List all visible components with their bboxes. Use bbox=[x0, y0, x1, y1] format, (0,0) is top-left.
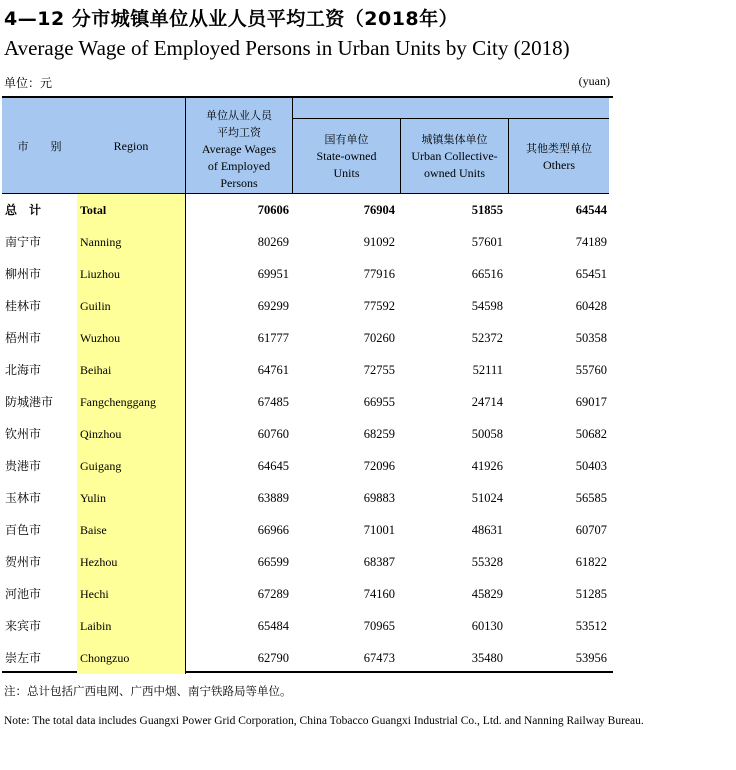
header-state-owned bbox=[293, 118, 401, 194]
cell-state-owned: 76904 bbox=[363, 203, 395, 217]
cell-average-wage: 67485 bbox=[185, 386, 289, 418]
cell-city: 河池市 bbox=[5, 587, 42, 601]
page-title-cn: 4—12 分市城镇单位从业人员平均工资（2018年） bbox=[4, 8, 459, 30]
cell-region: Hezhou bbox=[77, 546, 185, 578]
table-row bbox=[2, 322, 609, 354]
cell-collective: 35480 bbox=[471, 651, 503, 665]
cell-collective: 52372 bbox=[471, 331, 503, 345]
cell-state-owned: 77592 bbox=[363, 299, 395, 313]
header-avg-en-1: Average Wages bbox=[201, 141, 277, 156]
cell-others: 74189 bbox=[575, 235, 607, 249]
page-title-en: Average Wage of Employed Persons in Urban Units by City (2018) bbox=[4, 36, 570, 60]
header-coll-cn: 城镇集体单位 bbox=[421, 133, 488, 146]
cell-city: 柳州市 bbox=[5, 267, 42, 281]
cell-city: 梧州市 bbox=[5, 331, 42, 345]
cell-region: Chongzuo bbox=[77, 642, 185, 674]
cell-state-owned: 68259 bbox=[363, 427, 395, 441]
cell-average-wage: 65484 bbox=[185, 610, 289, 642]
header-average-wage bbox=[185, 98, 293, 194]
cell-region: Baise bbox=[77, 514, 185, 546]
cell-collective: 55328 bbox=[471, 555, 503, 569]
cell-others: 61822 bbox=[575, 555, 607, 569]
cell-others: 53512 bbox=[575, 619, 607, 633]
note-cn: 注：总计包括广西电网、广西中烟、南宁铁路局等单位。 bbox=[4, 684, 292, 698]
cell-region: Yulin bbox=[77, 482, 185, 514]
table-row bbox=[2, 482, 609, 514]
cell-collective: 41926 bbox=[471, 459, 503, 473]
cell-others: 56585 bbox=[575, 491, 607, 505]
table-row bbox=[2, 546, 609, 578]
cell-state-owned: 77916 bbox=[363, 267, 395, 281]
unit-label-cn: 单位：元 bbox=[4, 76, 53, 90]
cell-region: Guilin bbox=[77, 290, 185, 322]
header-avg-en-3: Persons bbox=[220, 175, 258, 190]
cell-others: 55760 bbox=[575, 363, 607, 377]
header-avg-cn-2: 平均工资 bbox=[217, 125, 261, 139]
header-coll-en-2: owned Units bbox=[424, 166, 485, 180]
note-en: Note: The total data includes Guangxi Power Grid Corporation, China Tobacco Guangxi Industrial Co., Ltd. and Nanning Railway Bureau. bbox=[4, 715, 644, 727]
header-collective bbox=[401, 118, 509, 194]
table-row bbox=[2, 418, 609, 450]
cell-collective: 52111 bbox=[472, 363, 503, 377]
cell-collective: 50058 bbox=[471, 427, 503, 441]
cell-state-owned: 67473 bbox=[363, 651, 395, 665]
cell-collective: 51024 bbox=[471, 491, 503, 505]
cell-state-owned: 74160 bbox=[363, 587, 395, 601]
cell-average-wage: 66966 bbox=[185, 514, 289, 546]
cell-others: 60428 bbox=[575, 299, 607, 313]
cell-others: 65451 bbox=[575, 267, 607, 281]
header-city: 市 别 bbox=[17, 139, 62, 153]
table-row bbox=[2, 610, 609, 642]
cell-collective: 54598 bbox=[471, 299, 503, 313]
cell-average-wage: 66599 bbox=[185, 546, 289, 578]
cell-region: Total bbox=[77, 194, 185, 226]
header-state-en-1: State-owned bbox=[316, 149, 377, 163]
header-others bbox=[509, 118, 609, 194]
cell-average-wage: 60760 bbox=[185, 418, 289, 450]
table-row bbox=[2, 514, 609, 546]
cell-city: 贺州市 bbox=[5, 555, 42, 569]
cell-region: Wuzhou bbox=[77, 322, 185, 354]
cell-others: 50403 bbox=[575, 459, 607, 473]
table-row bbox=[2, 226, 609, 258]
cell-state-owned: 72755 bbox=[363, 363, 395, 377]
cell-average-wage: 67289 bbox=[185, 578, 289, 610]
table-row bbox=[2, 258, 609, 290]
cell-state-owned: 70965 bbox=[363, 619, 395, 633]
cell-average-wage: 64645 bbox=[185, 450, 289, 482]
cell-collective: 45829 bbox=[471, 587, 503, 601]
unit-label-en: (yuan) bbox=[578, 74, 610, 88]
cell-state-owned: 69883 bbox=[363, 491, 395, 505]
cell-collective: 60130 bbox=[471, 619, 503, 633]
header-oth-en: Others bbox=[543, 157, 575, 172]
cell-region: Hechi bbox=[77, 578, 185, 610]
header-avg-en-2: of Employed bbox=[207, 158, 271, 173]
cell-collective: 24714 bbox=[471, 395, 503, 409]
cell-average-wage: 69951 bbox=[185, 258, 289, 290]
header-state-cn: 国有单位 bbox=[324, 133, 369, 146]
header-avg-cn-1: 单位从业人员 bbox=[206, 108, 272, 122]
cell-city: 钦州市 bbox=[5, 427, 42, 441]
cell-state-owned: 91092 bbox=[363, 235, 395, 249]
table-row bbox=[2, 450, 609, 482]
cell-state-owned: 72096 bbox=[363, 459, 395, 473]
header-coll-en-1: Urban Collective- bbox=[411, 149, 498, 163]
cell-collective: 48631 bbox=[471, 523, 503, 537]
cell-others: 64544 bbox=[575, 203, 607, 217]
header-region: Region bbox=[113, 138, 149, 153]
cell-state-owned: 70260 bbox=[363, 331, 395, 345]
cell-state-owned: 68387 bbox=[363, 555, 395, 569]
table-row bbox=[2, 194, 609, 226]
cell-region: Qinzhou bbox=[77, 418, 185, 450]
table-row bbox=[2, 290, 609, 322]
cell-city: 百色市 bbox=[5, 523, 42, 537]
cell-others: 50358 bbox=[575, 331, 607, 345]
cell-state-owned: 71001 bbox=[363, 523, 395, 537]
cell-state-owned: 66955 bbox=[363, 395, 395, 409]
cell-region: Liuzhou bbox=[77, 258, 185, 290]
cell-region: Nanning bbox=[77, 226, 185, 258]
cell-others: 50682 bbox=[575, 427, 607, 441]
cell-city: 南宁市 bbox=[5, 235, 42, 249]
cell-average-wage: 80269 bbox=[185, 226, 289, 258]
wage-table bbox=[2, 96, 613, 673]
cell-others: 51285 bbox=[575, 587, 607, 601]
cell-city: 贵港市 bbox=[5, 459, 42, 473]
cell-average-wage: 63889 bbox=[185, 482, 289, 514]
table-row bbox=[2, 642, 609, 674]
cell-average-wage: 69299 bbox=[185, 290, 289, 322]
cell-collective: 51855 bbox=[471, 203, 503, 217]
cell-city: 来宾市 bbox=[5, 619, 42, 633]
cell-region: Beihai bbox=[77, 354, 185, 386]
cell-average-wage: 64761 bbox=[185, 354, 289, 386]
table-header bbox=[2, 98, 609, 194]
cell-region: Guigang bbox=[77, 450, 185, 482]
cell-city: 防城港市 bbox=[5, 395, 54, 409]
cell-collective: 57601 bbox=[471, 235, 503, 249]
table-row bbox=[2, 386, 609, 418]
cell-others: 69017 bbox=[575, 395, 607, 409]
cell-city: 崇左市 bbox=[5, 651, 42, 665]
table-row bbox=[2, 354, 609, 386]
cell-others: 53956 bbox=[575, 651, 607, 665]
cell-region: Fangchenggang bbox=[77, 386, 185, 418]
cell-city: 玉林市 bbox=[5, 491, 42, 505]
cell-average-wage: 62790 bbox=[185, 642, 289, 674]
cell-collective: 66516 bbox=[471, 267, 503, 281]
cell-average-wage: 70606 bbox=[185, 194, 289, 226]
header-state-en-2: Units bbox=[333, 166, 360, 180]
cell-others: 60707 bbox=[575, 523, 607, 537]
cell-average-wage: 61777 bbox=[185, 322, 289, 354]
cell-city: 北海市 bbox=[5, 363, 42, 377]
header-oth-cn: 其他类型单位 bbox=[526, 141, 592, 155]
table-row bbox=[2, 578, 609, 610]
cell-region: Laibin bbox=[77, 610, 185, 642]
cell-city: 总 计 bbox=[5, 203, 42, 217]
cell-city: 桂林市 bbox=[5, 299, 42, 313]
